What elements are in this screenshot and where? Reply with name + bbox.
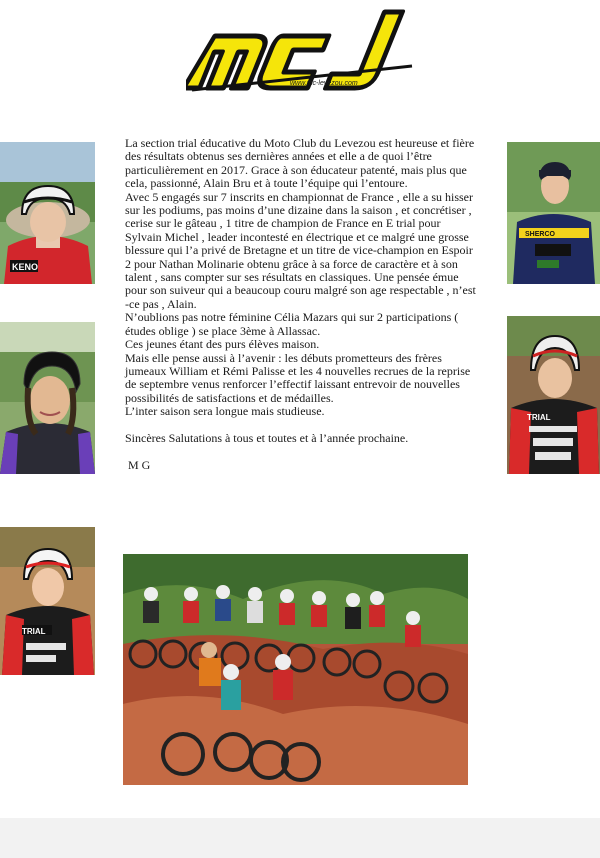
- article-closing: Sincères Salutations à tous et toutes et à l’année prochaine.: [125, 430, 409, 445]
- article-paragraph: Ces jeunes étant des purs élèves maison.: [125, 337, 320, 352]
- logo-url: www.mc-levezou.com: [290, 80, 358, 87]
- photo-rider-helmet-red: [0, 142, 95, 284]
- svg-text:TRIAL: TRIAL: [22, 627, 46, 636]
- rider1-jersey-text: KENO: [12, 262, 39, 272]
- article-body: [125, 137, 480, 472]
- article-paragraph: Avec 5 engagés sur 7 inscrits en championnat de France , elle a su hisser sur les podiums, pas moins d’une dizaine dans la saison , et concrétiser , cerise sur le gâteau , 1 titre de champion de France en E trial pour Sylvain Michel , leader incontesté en électrique et ce malgré une grosse blessure qui l’a privé de Bretagne et un titre de vice-champion en Espoir 2 pour Nathan Molinarie obtenu grâce à sa force de caractère et à son talent , sans compter sur ses résultats en classiques. Une pensée émue pour son suiveur qui a beaucoup couru malgré son age respectable , n’est -ce pas , Alain.: [125, 189, 476, 311]
- photo-rider-sherco-academy: [507, 142, 600, 284]
- photo-group-riders: [123, 554, 468, 785]
- photo-rider-boy-trial: [0, 527, 95, 675]
- page-footer-band: [0, 818, 600, 858]
- article-paragraph: N’oublions pas notre féminine Célia Mazars qui sur 2 participations ( études oblige ) se place 3ème à Allassac.: [125, 310, 459, 338]
- svg-text:SHERCO: SHERCO: [525, 231, 555, 238]
- svg-text:TRIAL: TRIAL: [527, 413, 551, 422]
- article-paragraph: Mais elle pense aussi à l’avenir : les débuts prometteurs des frères jumeaux William et Rémi Palisse et les 4 nouvelles recrues de la reprise de septembre venus renforcer l’effectif laissant entrevoir de nouvelles possibilités de satisfactions et de médailles.: [125, 350, 471, 405]
- photo-rider-girl: [0, 322, 95, 474]
- article-signature: M G: [128, 457, 151, 472]
- photo-rider-trial-ipone: [507, 316, 600, 474]
- article-paragraph: La section trial éducative du Moto Club du Levezou est heureuse et fière des résultats obtenus ses dernières années et elle a de quoi l’être particulièrement en 2017. Grace à son éducateur patenté, mais plus que cela, passionné, Alain Bru et à toute l’équipe qui l’entoure.: [125, 136, 475, 191]
- article-paragraph: L’inter saison sera longue mais studieuse.: [125, 404, 325, 419]
